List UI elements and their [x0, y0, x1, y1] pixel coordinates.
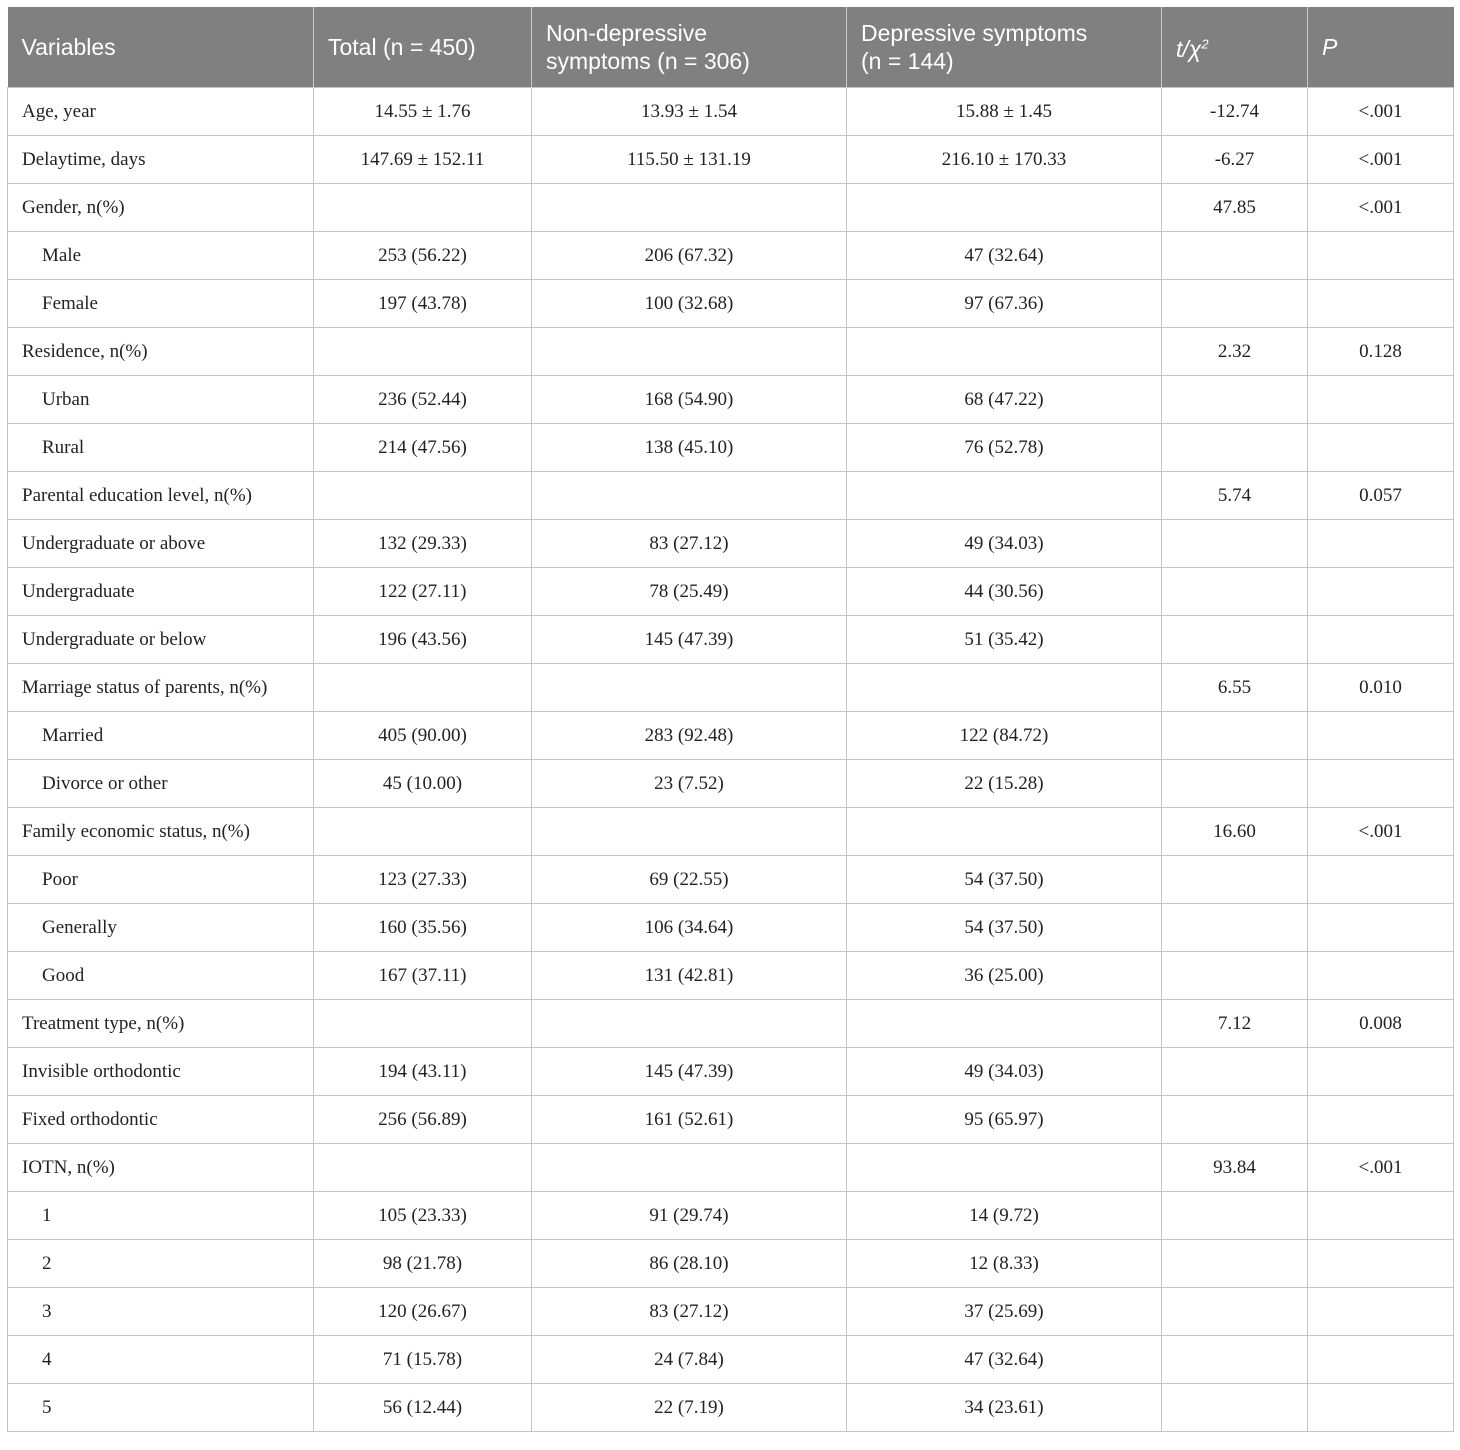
cell-non-depressive — [532, 472, 847, 520]
cell-statistic — [1162, 232, 1308, 280]
cell-depressive: 54 (37.50) — [847, 856, 1162, 904]
cell-p-value — [1308, 568, 1454, 616]
cell-variable: Good — [8, 952, 314, 1000]
cell-p-value — [1308, 760, 1454, 808]
cell-variable: Undergraduate or above — [8, 520, 314, 568]
cell-total: 253 (56.22) — [314, 232, 532, 280]
cell-total — [314, 1000, 532, 1048]
table-row — [8, 520, 1454, 568]
cell-p-value: 0.010 — [1308, 664, 1454, 712]
cell-statistic — [1162, 376, 1308, 424]
cell-non-depressive: 115.50 ± 131.19 — [532, 136, 847, 184]
header-non-depressive — [532, 7, 847, 88]
cell-non-depressive — [532, 328, 847, 376]
cell-total — [314, 664, 532, 712]
cell-statistic — [1162, 1384, 1308, 1432]
cell-p-value: 0.008 — [1308, 1000, 1454, 1048]
cell-non-depressive: 283 (92.48) — [532, 712, 847, 760]
cell-total: 197 (43.78) — [314, 280, 532, 328]
cell-depressive: 49 (34.03) — [847, 520, 1162, 568]
table-row — [8, 856, 1454, 904]
cell-statistic — [1162, 280, 1308, 328]
cell-non-depressive: 24 (7.84) — [532, 1336, 847, 1384]
cell-depressive: 216.10 ± 170.33 — [847, 136, 1162, 184]
cell-total: 122 (27.11) — [314, 568, 532, 616]
cell-depressive: 97 (67.36) — [847, 280, 1162, 328]
cell-non-depressive — [532, 808, 847, 856]
header-statistic-base: t/χ — [1176, 36, 1202, 63]
table-row — [8, 664, 1454, 712]
cell-variable: Treatment type, n(%) — [8, 1000, 314, 1048]
cell-non-depressive: 138 (45.10) — [532, 424, 847, 472]
table-row — [8, 616, 1454, 664]
cell-p-value — [1308, 520, 1454, 568]
table-row — [8, 904, 1454, 952]
table-row — [8, 760, 1454, 808]
cell-variable: Female — [8, 280, 314, 328]
table-row — [8, 1048, 1454, 1096]
cell-non-depressive: 78 (25.49) — [532, 568, 847, 616]
cell-non-depressive: 168 (54.90) — [532, 376, 847, 424]
cell-total: 105 (23.33) — [314, 1192, 532, 1240]
cell-p-value — [1308, 1288, 1454, 1336]
cell-total — [314, 184, 532, 232]
cell-statistic: 7.12 — [1162, 1000, 1308, 1048]
table-row — [8, 1384, 1454, 1432]
cell-depressive: 34 (23.61) — [847, 1384, 1162, 1432]
cell-total: 45 (10.00) — [314, 760, 532, 808]
header-non-dep-line1: Non-depressive — [546, 20, 708, 46]
cell-depressive: 15.88 ± 1.45 — [847, 88, 1162, 136]
header-statistic-text — [1176, 36, 1209, 62]
cell-variable: Gender, n(%) — [8, 184, 314, 232]
cell-p-value — [1308, 1336, 1454, 1384]
header-p-value — [1308, 7, 1454, 88]
cell-variable: Residence, n(%) — [8, 328, 314, 376]
table-row — [8, 808, 1454, 856]
cell-statistic — [1162, 1240, 1308, 1288]
cell-total: 14.55 ± 1.76 — [314, 88, 532, 136]
cell-depressive: 95 (65.97) — [847, 1096, 1162, 1144]
cell-statistic: 16.60 — [1162, 808, 1308, 856]
cell-statistic — [1162, 856, 1308, 904]
cell-variable: Undergraduate — [8, 568, 314, 616]
cell-variable: Undergraduate or below — [8, 616, 314, 664]
table-row — [8, 376, 1454, 424]
cell-statistic — [1162, 1288, 1308, 1336]
cell-statistic: 6.55 — [1162, 664, 1308, 712]
cell-total: 147.69 ± 152.11 — [314, 136, 532, 184]
cell-p-value: <.001 — [1308, 808, 1454, 856]
cell-p-value — [1308, 952, 1454, 1000]
table-body — [8, 88, 1454, 1432]
cell-non-depressive: 100 (32.68) — [532, 280, 847, 328]
cell-depressive: 47 (32.64) — [847, 232, 1162, 280]
cell-total — [314, 472, 532, 520]
cell-statistic: -6.27 — [1162, 136, 1308, 184]
cell-statistic — [1162, 904, 1308, 952]
cell-non-depressive: 83 (27.12) — [532, 1288, 847, 1336]
cell-non-depressive: 86 (28.10) — [532, 1240, 847, 1288]
cell-non-depressive: 69 (22.55) — [532, 856, 847, 904]
cell-statistic: -12.74 — [1162, 88, 1308, 136]
cell-p-value — [1308, 904, 1454, 952]
cell-non-depressive: 131 (42.81) — [532, 952, 847, 1000]
table-row — [8, 232, 1454, 280]
cell-depressive: 76 (52.78) — [847, 424, 1162, 472]
cell-non-depressive: 106 (34.64) — [532, 904, 847, 952]
cell-depressive: 12 (8.33) — [847, 1240, 1162, 1288]
table-row — [8, 328, 1454, 376]
cell-total: 196 (43.56) — [314, 616, 532, 664]
table-row — [8, 1096, 1454, 1144]
cell-statistic: 93.84 — [1162, 1144, 1308, 1192]
cell-non-depressive — [532, 184, 847, 232]
cell-variable: Male — [8, 232, 314, 280]
cell-p-value — [1308, 712, 1454, 760]
cell-p-value — [1308, 232, 1454, 280]
cell-depressive — [847, 808, 1162, 856]
header-dep-line1: Depressive symptoms — [861, 20, 1088, 46]
cell-statistic: 47.85 — [1162, 184, 1308, 232]
cell-variable: Rural — [8, 424, 314, 472]
table-row — [8, 952, 1454, 1000]
header-dep-line2: (n = 144) — [861, 48, 954, 74]
table-row — [8, 568, 1454, 616]
cell-p-value: <.001 — [1308, 88, 1454, 136]
cell-total — [314, 1144, 532, 1192]
table-row — [8, 88, 1454, 136]
cell-total: 214 (47.56) — [314, 424, 532, 472]
cell-p-value — [1308, 1240, 1454, 1288]
table-row — [8, 1240, 1454, 1288]
cell-total: 98 (21.78) — [314, 1240, 532, 1288]
cell-total — [314, 328, 532, 376]
table-row — [8, 1336, 1454, 1384]
header-row — [8, 7, 1454, 88]
cell-non-depressive: 91 (29.74) — [532, 1192, 847, 1240]
cell-variable: Generally — [8, 904, 314, 952]
cell-total — [314, 808, 532, 856]
cell-statistic — [1162, 1096, 1308, 1144]
header-variables-text: Variables — [21, 34, 116, 60]
cell-p-value — [1308, 1384, 1454, 1432]
cell-non-depressive: 23 (7.52) — [532, 760, 847, 808]
cell-depressive — [847, 472, 1162, 520]
cell-variable: Invisible orthodontic — [8, 1048, 314, 1096]
table-row — [8, 712, 1454, 760]
cell-non-depressive: 13.93 ± 1.54 — [532, 88, 847, 136]
cell-depressive: 54 (37.50) — [847, 904, 1162, 952]
cell-total: 120 (26.67) — [314, 1288, 532, 1336]
cell-variable: Age, year — [8, 88, 314, 136]
cell-total: 194 (43.11) — [314, 1048, 532, 1096]
cell-p-value: 0.057 — [1308, 472, 1454, 520]
cell-statistic — [1162, 520, 1308, 568]
table-row — [8, 280, 1454, 328]
cell-total: 71 (15.78) — [314, 1336, 532, 1384]
cell-variable: Poor — [8, 856, 314, 904]
header-statistic — [1162, 7, 1308, 88]
cell-depressive: 44 (30.56) — [847, 568, 1162, 616]
cell-p-value — [1308, 856, 1454, 904]
cell-total: 132 (29.33) — [314, 520, 532, 568]
cell-non-depressive: 145 (47.39) — [532, 1048, 847, 1096]
header-depressive — [847, 7, 1162, 88]
cell-depressive — [847, 664, 1162, 712]
cell-depressive: 122 (84.72) — [847, 712, 1162, 760]
cell-p-value — [1308, 424, 1454, 472]
cell-depressive — [847, 328, 1162, 376]
cell-non-depressive: 145 (47.39) — [532, 616, 847, 664]
cell-statistic — [1162, 712, 1308, 760]
cell-variable: Family economic status, n(%) — [8, 808, 314, 856]
cell-non-depressive — [532, 1144, 847, 1192]
cell-variable: 4 — [8, 1336, 314, 1384]
cell-variable: Urban — [8, 376, 314, 424]
cell-p-value — [1308, 280, 1454, 328]
cell-statistic — [1162, 424, 1308, 472]
cell-total: 160 (35.56) — [314, 904, 532, 952]
cell-depressive — [847, 184, 1162, 232]
cell-depressive — [847, 1000, 1162, 1048]
cell-statistic — [1162, 1048, 1308, 1096]
cell-depressive: 14 (9.72) — [847, 1192, 1162, 1240]
cell-depressive: 22 (15.28) — [847, 760, 1162, 808]
cell-statistic — [1162, 1192, 1308, 1240]
cell-variable: IOTN, n(%) — [8, 1144, 314, 1192]
cell-total: 167 (37.11) — [314, 952, 532, 1000]
header-statistic-sup: 2 — [1201, 36, 1209, 52]
cell-variable: Divorce or other — [8, 760, 314, 808]
cell-statistic: 5.74 — [1162, 472, 1308, 520]
cell-statistic — [1162, 568, 1308, 616]
cell-p-value — [1308, 1048, 1454, 1096]
cell-depressive: 68 (47.22) — [847, 376, 1162, 424]
cell-p-value: <.001 — [1308, 136, 1454, 184]
header-non-dep-line2: symptoms (n = 306) — [546, 48, 750, 74]
table-row — [8, 424, 1454, 472]
cell-variable: 2 — [8, 1240, 314, 1288]
table-row — [8, 1000, 1454, 1048]
cell-p-value — [1308, 616, 1454, 664]
cell-p-value — [1308, 376, 1454, 424]
cell-p-value — [1308, 1096, 1454, 1144]
table-row — [8, 1144, 1454, 1192]
cell-non-depressive: 161 (52.61) — [532, 1096, 847, 1144]
header-variables — [8, 7, 314, 88]
header-total-text: Total (n = 450) — [328, 34, 476, 60]
cell-p-value — [1308, 1192, 1454, 1240]
cell-depressive: 51 (35.42) — [847, 616, 1162, 664]
cell-total: 236 (52.44) — [314, 376, 532, 424]
cell-variable: 5 — [8, 1384, 314, 1432]
cell-statistic — [1162, 760, 1308, 808]
cell-variable: Delaytime, days — [8, 136, 314, 184]
cell-variable: 3 — [8, 1288, 314, 1336]
cell-total: 123 (27.33) — [314, 856, 532, 904]
cell-depressive: 36 (25.00) — [847, 952, 1162, 1000]
table-row — [8, 1288, 1454, 1336]
table-row — [8, 136, 1454, 184]
table-row — [8, 1192, 1454, 1240]
cell-total: 405 (90.00) — [314, 712, 532, 760]
cell-p-value: <.001 — [1308, 184, 1454, 232]
cell-depressive: 47 (32.64) — [847, 1336, 1162, 1384]
cell-total: 256 (56.89) — [314, 1096, 532, 1144]
cell-variable: Fixed orthodontic — [8, 1096, 314, 1144]
cell-depressive: 37 (25.69) — [847, 1288, 1162, 1336]
characteristics-table — [7, 7, 1454, 1432]
cell-statistic — [1162, 952, 1308, 1000]
cell-total: 56 (12.44) — [314, 1384, 532, 1432]
cell-non-depressive: 22 (7.19) — [532, 1384, 847, 1432]
cell-depressive: 49 (34.03) — [847, 1048, 1162, 1096]
cell-variable: 1 — [8, 1192, 314, 1240]
cell-statistic: 2.32 — [1162, 328, 1308, 376]
cell-variable: Marriage status of parents, n(%) — [8, 664, 314, 712]
cell-non-depressive — [532, 1000, 847, 1048]
table-row — [8, 472, 1454, 520]
cell-variable: Parental education level, n(%) — [8, 472, 314, 520]
cell-p-value: 0.128 — [1308, 328, 1454, 376]
cell-variable: Married — [8, 712, 314, 760]
cell-non-depressive — [532, 664, 847, 712]
cell-p-value: <.001 — [1308, 1144, 1454, 1192]
header-p-text: P — [1322, 34, 1338, 60]
table-row — [8, 184, 1454, 232]
header-total — [314, 7, 532, 88]
cell-non-depressive: 83 (27.12) — [532, 520, 847, 568]
cell-statistic — [1162, 616, 1308, 664]
table-header — [8, 7, 1454, 88]
cell-depressive — [847, 1144, 1162, 1192]
cell-statistic — [1162, 1336, 1308, 1384]
cell-non-depressive: 206 (67.32) — [532, 232, 847, 280]
